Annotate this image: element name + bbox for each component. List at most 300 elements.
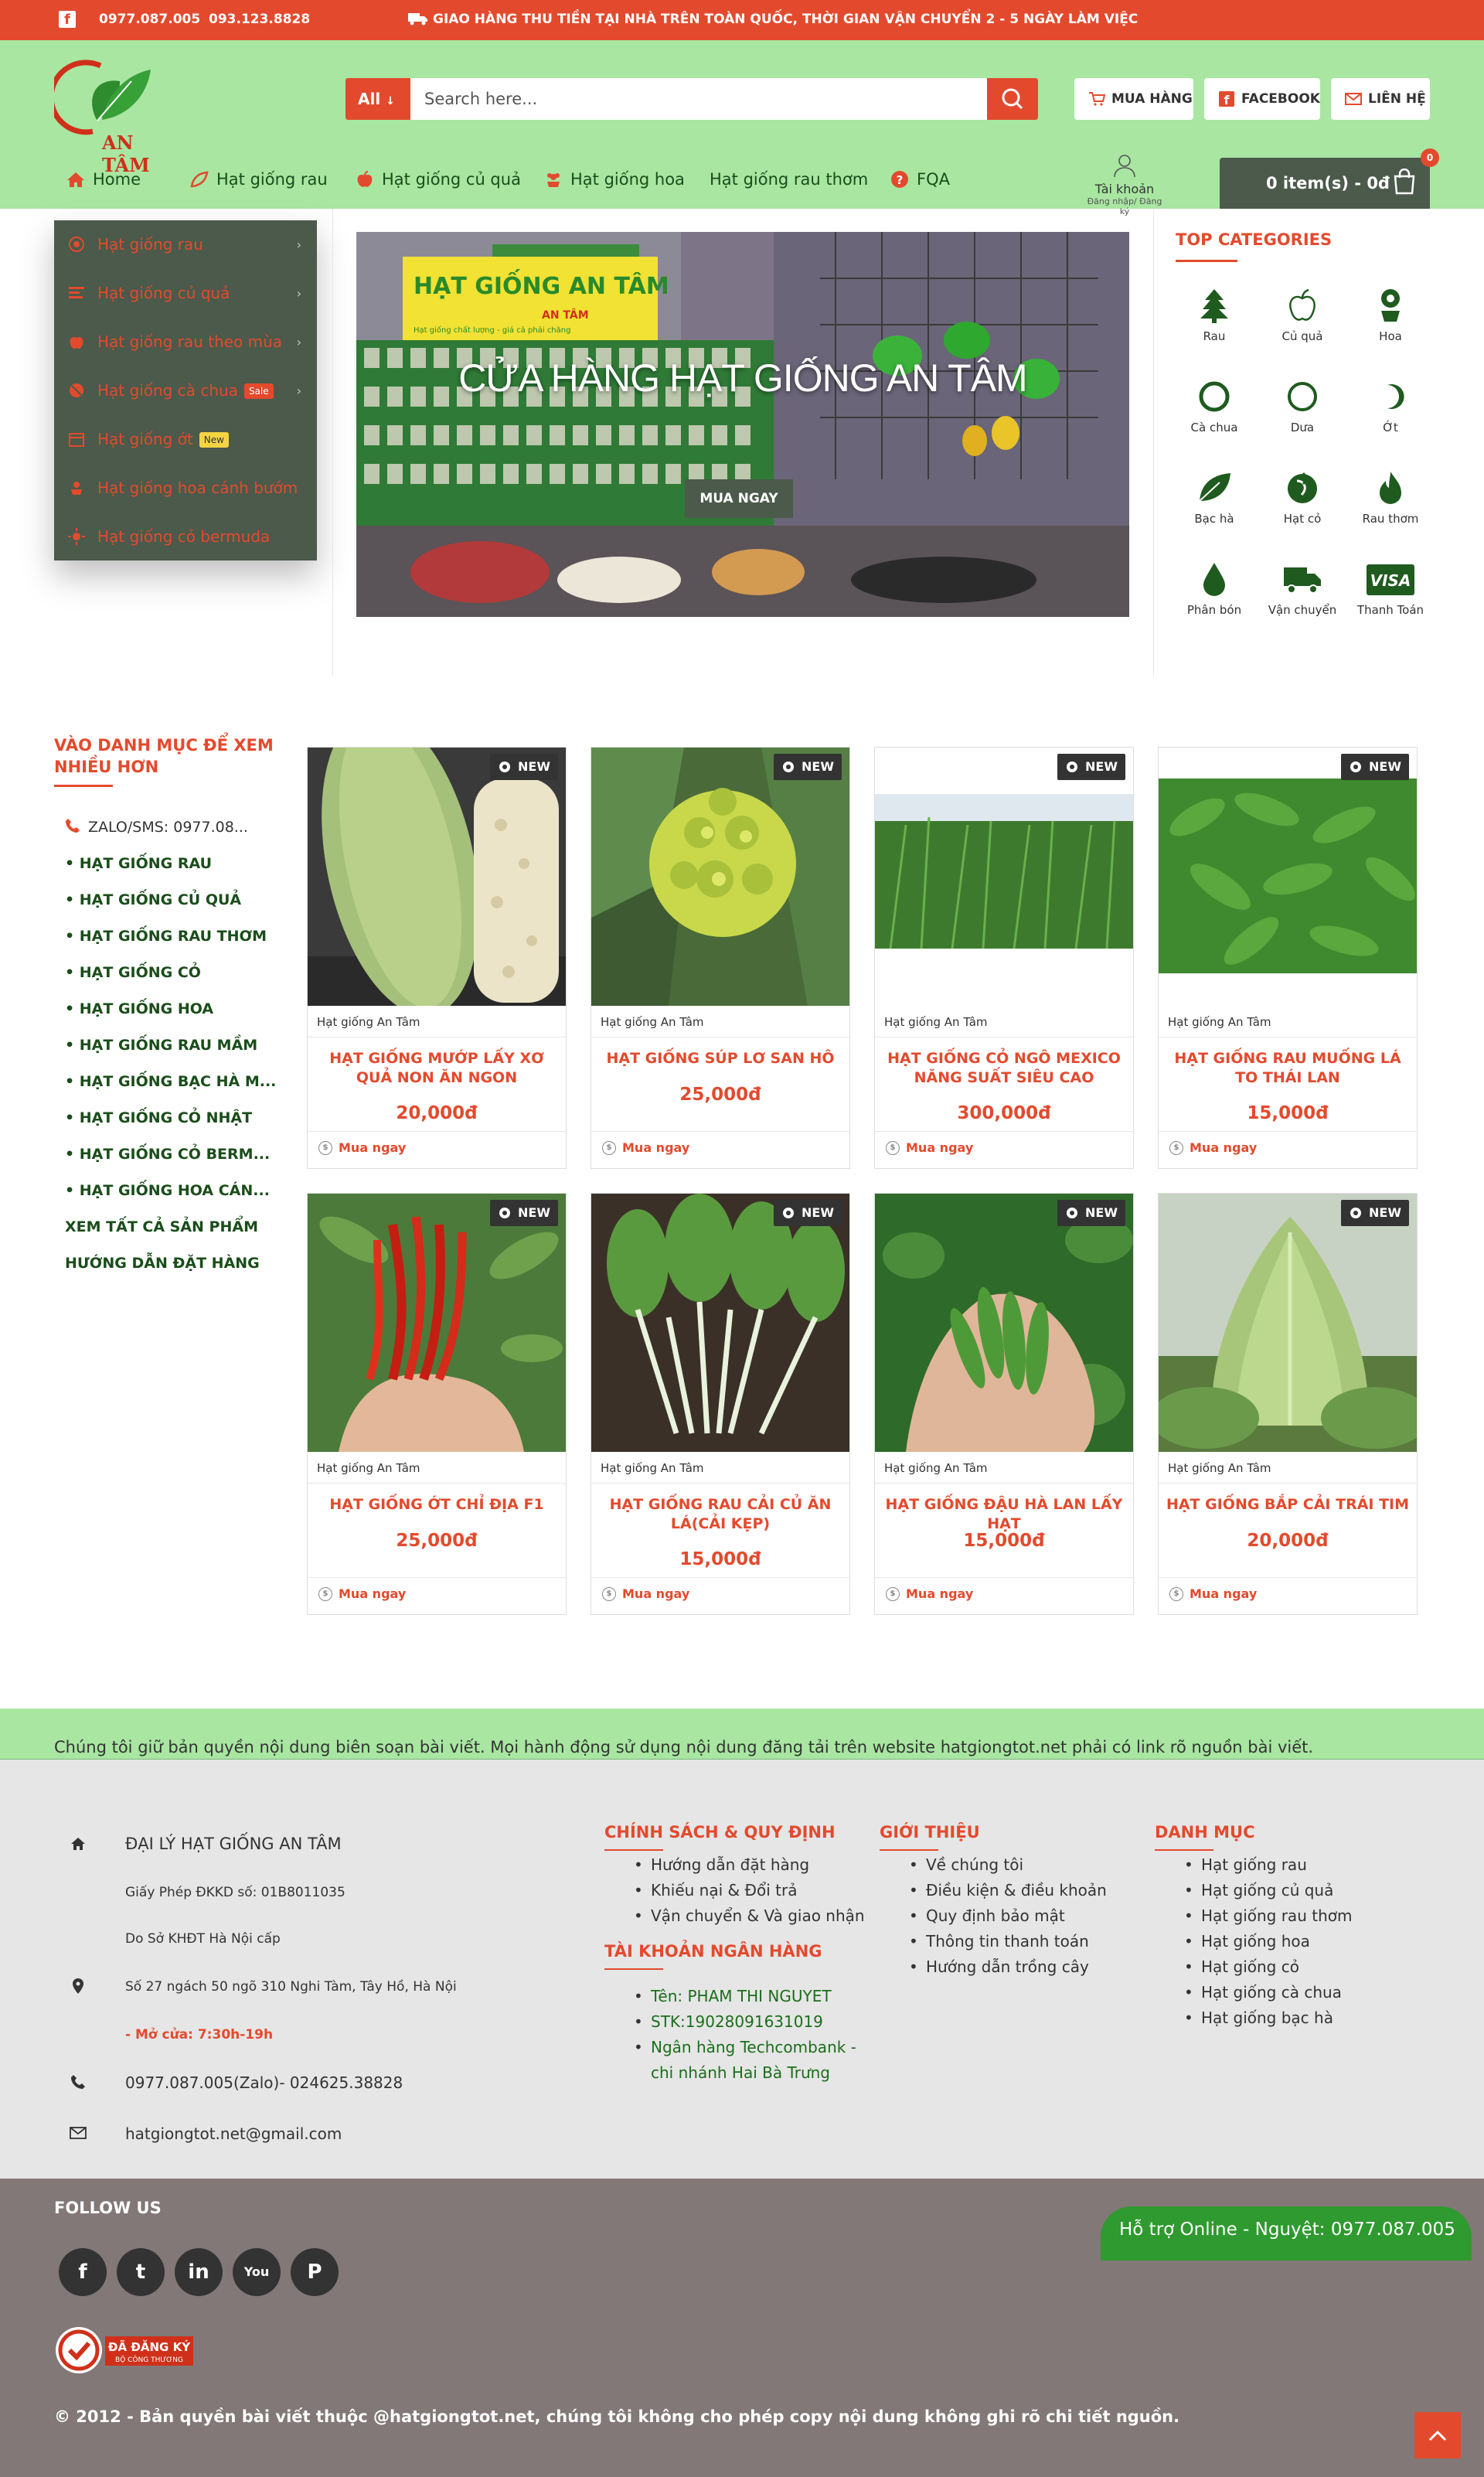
- leaf-icon: [1196, 470, 1232, 506]
- bars-icon: [68, 284, 85, 302]
- flower-icon: [68, 479, 85, 496]
- product-image[interactable]: [591, 1194, 849, 1452]
- calendar-icon: [68, 431, 85, 448]
- pinterest-icon[interactable]: P: [291, 2248, 339, 2296]
- new-badge: [490, 754, 558, 780]
- product-card[interactable]: [307, 1193, 567, 1615]
- slider-title: CỬA HÀNG HẠT GIỐNG AN TÂM: [458, 356, 1027, 400]
- buy-now-link[interactable]: [602, 1140, 689, 1155]
- facebook-icon: [1218, 91, 1235, 107]
- apple-icon: [68, 333, 85, 350]
- top-categories-title: TOP CATEGORIES: [1176, 230, 1333, 249]
- buy-now-link[interactable]: [886, 1586, 973, 1601]
- shipping-text: GIAO HÀNG THU TIỀN TẠI NHÀ TRÊN TOÀN QUỐC, THỜI GIAN VẬN CHUYỂN 2 - 5 NGÀY LÀM VIỆC: [433, 12, 1139, 27]
- nav-label: Hạt giống rau: [216, 170, 328, 189]
- gear-icon: [498, 1206, 512, 1220]
- home-icon: [70, 1835, 87, 1852]
- divider: [308, 1131, 566, 1132]
- product-price: 15,000đ: [1247, 1103, 1329, 1123]
- category-label: Hạt giống rau theo mùa: [97, 332, 283, 351]
- sidebar-link[interactable]: • HẠT GIỐNG CỎ NHẬT: [65, 1109, 253, 1126]
- category-item[interactable]: [54, 513, 317, 561]
- product-card[interactable]: [874, 1193, 1134, 1615]
- chevron-right-icon: ›: [296, 237, 301, 252]
- apple-icon: [356, 171, 374, 188]
- online-support-button[interactable]: [1101, 2206, 1472, 2261]
- category-label: Hạt giống rau: [97, 235, 203, 254]
- target-icon: [68, 236, 85, 253]
- hotline-1[interactable]: 0977.087.005: [99, 12, 201, 27]
- category-label: Hạt giống cà chua: [97, 381, 238, 400]
- top-category-label: Ớt: [1383, 421, 1398, 434]
- logo-leaf-icon: [54, 54, 178, 139]
- divider: [332, 209, 333, 676]
- product-price: 15,000đ: [963, 1531, 1045, 1551]
- buy-now-label: Mua ngay: [906, 1586, 974, 1601]
- category-item[interactable]: [54, 366, 317, 415]
- divider: [1159, 1483, 1417, 1484]
- footer-link[interactable]: • Hạt giống cỏ: [1201, 1954, 1352, 1980]
- top-category-label: Rau: [1203, 329, 1226, 343]
- nav-herb-seeds[interactable]: [710, 170, 868, 189]
- category-label: Hạt giống ớt: [97, 430, 193, 448]
- footer-address: Số 27 ngách 50 ngõ 310 Nghi Tàm, Tây Hồ, Hà Nội: [125, 1979, 457, 1995]
- footer-issuer: Do Sở KHĐT Hà Nội cấp: [125, 1931, 281, 1947]
- top-category-item[interactable]: [1172, 288, 1257, 343]
- bank-branch: • Ngân hàng Techcombank - chi nhánh Hai Bà Trưng: [651, 2035, 883, 2086]
- product-card[interactable]: [874, 747, 1134, 1169]
- product-card[interactable]: [307, 747, 567, 1169]
- sidebar-phone-label: ZALO/SMS: 0977.08...: [88, 819, 248, 836]
- product-name[interactable]: HẠT GIỐNG RAU CẢI CỦ ĂN LÁ(CẢI KẸP): [609, 1496, 832, 1532]
- product-card[interactable]: [1158, 1193, 1418, 1615]
- new-badge: [490, 1200, 558, 1226]
- flower-icon: [544, 171, 563, 188]
- svg-text:?: ?: [896, 173, 904, 187]
- gear-icon: [781, 760, 795, 774]
- site-logo[interactable]: [54, 54, 178, 176]
- cart-label: 0 item(s) - 0đ: [1266, 174, 1390, 193]
- facebook-label: FACEBOOK: [1241, 91, 1320, 107]
- linkedin-icon[interactable]: in: [175, 2248, 223, 2296]
- phone-icon: [70, 2073, 87, 2090]
- user-icon: [1111, 152, 1138, 179]
- new-badge-label: NEW: [1369, 759, 1401, 774]
- shipping-notice: [408, 12, 1138, 27]
- product-card[interactable]: [591, 747, 850, 1169]
- product-card[interactable]: [1158, 747, 1418, 1169]
- top-category-label: Rau thơm: [1362, 512, 1419, 526]
- footer-link[interactable]: • Hạt giống rau: [1201, 1852, 1352, 1878]
- dollar-icon: $: [602, 1141, 616, 1155]
- hero-slider[interactable]: [356, 232, 1129, 617]
- divider: [1159, 1577, 1417, 1578]
- dollar-icon: $: [602, 1587, 616, 1601]
- fire-icon: [1375, 470, 1406, 506]
- product-brand: Hạt giống An Tâm: [884, 1015, 988, 1029]
- top-bar: [0, 0, 1484, 40]
- copyright-text: © 2012 - Bản quyền bài viết thuộc @hatgiongtot.net, chúng tôi không cho phép copy nội dung không ghi rõ chi tiết nguồn.: [54, 2407, 1180, 2426]
- footer-email[interactable]: hatgiongtot.net@gmail.com: [125, 2124, 342, 2143]
- top-category-item[interactable]: [1260, 470, 1345, 526]
- sidebar-link[interactable]: • HẠT GIỐNG RAU THƠM: [65, 928, 267, 945]
- footer-phone[interactable]: 0977.087.005(Zalo)- 024625.38828: [125, 2073, 403, 2092]
- footer-policy-list: [651, 1852, 865, 1929]
- twitter-icon[interactable]: t: [117, 2248, 165, 2296]
- divider: [1159, 1131, 1417, 1132]
- divider: [591, 1131, 849, 1132]
- search-input[interactable]: [410, 78, 982, 120]
- product-image[interactable]: [875, 1194, 1133, 1452]
- nav-label: Hạt giống củ quả: [382, 170, 521, 189]
- buy-now-link[interactable]: [318, 1140, 406, 1155]
- top-category-item[interactable]: [1348, 470, 1433, 526]
- product-brand: Hạt giống An Tâm: [601, 1015, 704, 1029]
- new-badge-label: NEW: [518, 759, 550, 774]
- divider: [591, 1577, 849, 1578]
- footer-category-title: DANH MỤC: [1155, 1823, 1255, 1842]
- store-photo: [356, 232, 1129, 617]
- support-label: Hỗ trợ Online - Nguyệt: 0977.087.005: [1119, 2220, 1455, 2240]
- top-category-label: Phân bón: [1186, 603, 1242, 617]
- buy-now-label: Mua ngay: [622, 1140, 690, 1155]
- leaf-icon: [190, 171, 209, 188]
- apple-outline-icon: [1287, 288, 1318, 323]
- dollar-icon: $: [886, 1587, 900, 1601]
- product-brand: Hạt giống An Tâm: [1168, 1015, 1271, 1029]
- footer-link[interactable]: • Vận chuyển & Và giao nhận: [651, 1903, 865, 1929]
- visa-icon: [1367, 561, 1414, 597]
- buy-now-link[interactable]: [602, 1586, 689, 1601]
- product-name[interactable]: HẠT GIỐNG BẮP CẢI TRÁI TIM: [1166, 1496, 1410, 1513]
- bank-name: • Tên: PHAM THI NGUYET: [651, 1984, 883, 2009]
- dollar-icon: $: [886, 1141, 900, 1155]
- svg-text:f: f: [1224, 93, 1230, 107]
- sun-icon: [68, 528, 85, 545]
- product-price: 20,000đ: [396, 1103, 478, 1123]
- top-category-item[interactable]: [1172, 379, 1257, 434]
- gear-icon: [1065, 760, 1079, 774]
- divider: [591, 1483, 849, 1484]
- footer-about-title: GIỚI THIỆU: [880, 1823, 980, 1842]
- sidebar-link[interactable]: • HẠT GIỐNG HOA: [65, 1000, 214, 1017]
- visa-text: VISA: [1370, 571, 1411, 590]
- footer-category-list: [1201, 1852, 1352, 2031]
- facebook-icon[interactable]: f: [59, 2248, 107, 2296]
- product-price: 300,000đ: [957, 1103, 1051, 1123]
- ban-icon: [68, 382, 85, 399]
- search-category-select[interactable]: [345, 78, 410, 120]
- new-badge-label: NEW: [1369, 1205, 1401, 1220]
- top-category-label: Bạc hà: [1194, 512, 1234, 526]
- category-label: Hạt giống củ quả: [97, 284, 230, 302]
- sidebar-link[interactable]: • HẠT GIỐNG CỎ BERM...: [65, 1146, 271, 1163]
- footer-link[interactable]: • Hạt giống củ quả: [1201, 1878, 1352, 1903]
- cart-count-badge: 0: [1421, 148, 1439, 167]
- new-badge: [774, 754, 842, 780]
- registered-badge[interactable]: [54, 2325, 195, 2375]
- footer-link[interactable]: • Quy định bảo mật: [926, 1903, 1107, 1929]
- footer-link[interactable]: • Khiếu nại & Đổi trả: [651, 1878, 865, 1903]
- top-category-item[interactable]: [1260, 288, 1345, 343]
- cart-button[interactable]: [1220, 152, 1434, 209]
- mail-icon: [70, 2124, 87, 2141]
- title-underline: [54, 785, 113, 787]
- footer-company: ĐẠI LÝ HẠT GIỐNG AN TÂM: [125, 1835, 342, 1853]
- sidebar-link[interactable]: • HẠT GIỐNG CỎ: [65, 964, 201, 981]
- footer-link[interactable]: • Hướng dẫn đặt hàng: [651, 1852, 865, 1878]
- title-underline: [604, 1968, 663, 1970]
- chevron-up-icon: [1414, 2412, 1461, 2458]
- sidebar-link[interactable]: XEM TẤT CẢ SẢN PHẨM: [65, 1218, 258, 1235]
- gear-icon: [498, 760, 512, 774]
- chevron-down-icon: ↓: [386, 95, 395, 107]
- copyright-banner-text: Chúng tôi giữ bản quyền nội dung biên soạn bài viết. Mọi hành động sử dụng nội dung đăng tải trên website hatgiongtot.net phải có link rõ nguồn bài viết.: [54, 1738, 1314, 1756]
- chevron-right-icon: ›: [296, 383, 301, 398]
- footer: [0, 1760, 1484, 2179]
- footer-link[interactable]: • Hạt giống rau thơm: [1201, 1903, 1352, 1929]
- product-name[interactable]: HẠT GIỐNG ỚT CHỈ ĐỊA F1: [329, 1496, 544, 1513]
- footer-link[interactable]: • Hạt giống hoa: [1201, 1929, 1352, 1954]
- reg-line-1: ĐÃ ĐĂNG KÝ: [107, 2340, 191, 2354]
- footer-bank-title: TÀI KHOẢN NGÂN HÀNG: [604, 1942, 822, 1961]
- chevron-right-icon: ›: [296, 286, 301, 301]
- sidebar-link[interactable]: • HẠT GIỐNG RAU MẦM: [65, 1037, 258, 1054]
- sidebar-link[interactable]: • HẠT GIỐNG HOA CÁN...: [65, 1182, 270, 1199]
- search-icon: [987, 78, 1038, 120]
- product-name[interactable]: HẠT GIỐNG SÚP LƠ SAN HÔ: [606, 1050, 835, 1067]
- product-price: 25,000đ: [679, 1085, 761, 1105]
- divider: [875, 1483, 1133, 1484]
- top-category-item[interactable]: [1348, 288, 1433, 343]
- header: [0, 40, 1484, 216]
- cart-outline-icon: [1088, 91, 1105, 107]
- buy-label: MUA HÀNG: [1111, 91, 1193, 107]
- buy-now-link[interactable]: [1169, 1586, 1257, 1601]
- buy-now-label: Mua ngay: [1190, 1586, 1258, 1601]
- copyright-banner: [0, 1709, 1484, 1760]
- buy-now-link[interactable]: [886, 1140, 973, 1155]
- question-icon: [890, 171, 909, 188]
- contact-button[interactable]: [1331, 78, 1430, 120]
- product-card[interactable]: [591, 1193, 850, 1615]
- title-underline: [880, 1849, 938, 1851]
- moon-icon: [1375, 379, 1406, 414]
- nav-faq[interactable]: [890, 170, 950, 189]
- account-sub: Đăng nhập/ Đăng ký: [1087, 196, 1162, 216]
- new-badge-label: NEW: [1085, 1205, 1118, 1220]
- nav-home[interactable]: [66, 170, 141, 189]
- buy-now-link[interactable]: [1169, 1140, 1257, 1155]
- sidebar-link[interactable]: • HẠT GIỐNG CỦ QUẢ: [65, 891, 242, 908]
- circle-icon: [1199, 379, 1230, 414]
- gear-icon: [1065, 1206, 1079, 1220]
- nav-vegetable-seeds[interactable]: [190, 170, 328, 189]
- tree-icon: [1199, 288, 1230, 323]
- top-category-label: Củ quả: [1281, 329, 1323, 343]
- truck-icon: [408, 12, 428, 26]
- title-underline: [1155, 1849, 1213, 1851]
- truck-icon: [1282, 561, 1322, 597]
- product-price: 15,000đ: [679, 1549, 761, 1569]
- new-badge: [774, 1200, 842, 1226]
- new-badge-label: NEW: [802, 1205, 834, 1220]
- map-pin-icon: [70, 1978, 87, 1995]
- product-brand: Hạt giống An Tâm: [1168, 1461, 1271, 1475]
- slider-buy-button[interactable]: MUA NGAY: [685, 479, 793, 518]
- footer-policy-title: CHÍNH SÁCH & QUY ĐỊNH: [604, 1823, 836, 1842]
- top-category-item[interactable]: [1348, 561, 1433, 617]
- category-item[interactable]: [54, 220, 317, 269]
- account-label: Tài khoản: [1094, 182, 1155, 196]
- youtube-icon[interactable]: You: [233, 2248, 281, 2296]
- divider: [875, 1577, 1133, 1578]
- new-badge-label: NEW: [518, 1205, 550, 1220]
- category-item[interactable]: [54, 318, 317, 366]
- hotline-2[interactable]: 093.123.8828: [209, 12, 311, 27]
- footer-link[interactable]: • Hạt giống cà chua: [1201, 1980, 1352, 2005]
- gear-icon: [781, 1206, 795, 1220]
- product-brand: Hạt giống An Tâm: [317, 1015, 420, 1029]
- buy-now-label: Mua ngay: [1190, 1140, 1258, 1155]
- gear-icon: [1349, 760, 1363, 774]
- footer-bank-list: [651, 1984, 883, 2086]
- sidebar-phone[interactable]: [65, 818, 248, 836]
- buy-now-label: Mua ngay: [622, 1586, 690, 1601]
- buy-now-link[interactable]: [318, 1586, 406, 1601]
- product-name[interactable]: HẠT GIỐNG ĐẬU HÀ LAN LẤY HẠT: [885, 1496, 1123, 1532]
- drop-icon: [1199, 561, 1230, 597]
- search-category-label: All: [358, 90, 381, 108]
- nav-label: Hạt giống hoa: [570, 170, 685, 189]
- top-category-item[interactable]: [1172, 561, 1257, 617]
- top-category-label: Hạt cỏ: [1283, 512, 1322, 526]
- nav-label: Hạt giống rau thơm: [710, 170, 869, 189]
- mail-icon: [1345, 91, 1362, 107]
- sign-line-1: HẠT GIỐNG AN TÂM: [414, 273, 669, 300]
- nav-label: Home: [93, 170, 141, 189]
- divider: [308, 1483, 566, 1484]
- title-underline: [1176, 260, 1237, 262]
- chevron-right-icon: ›: [296, 335, 301, 349]
- sale-badge: Sale: [244, 383, 274, 399]
- footer-link[interactable]: • Về chúng tôi: [926, 1852, 1107, 1878]
- shopping-bag-icon: [1393, 169, 1416, 195]
- top-category-item[interactable]: [1260, 561, 1345, 617]
- dollar-icon: $: [1169, 1141, 1183, 1155]
- product-name[interactable]: HẠT GIỐNG MƯỚP LẤY XƠ QUẢ NON ĂN NGON: [329, 1050, 544, 1086]
- product-brand: Hạt giống An Tâm: [601, 1461, 704, 1475]
- new-badge-label: NEW: [802, 759, 834, 774]
- facebook-button[interactable]: [1204, 78, 1320, 120]
- category-item[interactable]: [54, 415, 317, 464]
- product-image[interactable]: [308, 748, 566, 1006]
- flower-icon: [1375, 288, 1406, 323]
- product-image[interactable]: [875, 748, 1133, 1006]
- footer-link[interactable]: • Thông tin thanh toán: [926, 1929, 1107, 1954]
- top-category-label: Vận chuyển: [1268, 603, 1337, 617]
- top-category-label: Cà chua: [1190, 421, 1238, 434]
- seed-icon: [1285, 470, 1320, 506]
- new-badge: New: [199, 432, 229, 448]
- top-category-item[interactable]: [1348, 379, 1433, 434]
- dollar-icon: $: [1169, 1587, 1183, 1601]
- footer-link[interactable]: • Hướng dẫn trồng cây: [926, 1954, 1107, 1980]
- circle-icon: [1287, 379, 1318, 414]
- nav-label: FQA: [917, 170, 950, 189]
- category-item[interactable]: [54, 464, 317, 513]
- product-brand: Hạt giống An Tâm: [884, 1461, 988, 1475]
- footer-link[interactable]: • Điều kiện & điều khoản: [926, 1878, 1107, 1903]
- product-image[interactable]: [1159, 1194, 1417, 1452]
- category-label: Hạt giống cỏ bermuda: [97, 527, 271, 546]
- new-badge: [1057, 754, 1125, 780]
- category-menu: [54, 220, 317, 560]
- category-item[interactable]: [54, 269, 317, 318]
- sign-line-2: AN TÂM: [542, 309, 589, 322]
- sidebar-title: VÀO DANH MỤC ĐỂ XEM NHIỀU HƠN: [54, 736, 274, 776]
- top-category-item[interactable]: [1172, 470, 1257, 526]
- sidebar-link[interactable]: HƯỚNG DẪN ĐẶT HÀNG: [65, 1255, 260, 1272]
- phone-icon: [65, 818, 80, 833]
- buy-now-label: Mua ngay: [339, 1586, 407, 1601]
- sign-line-3: Hạt giống chất lượng - giá cả phải chăng: [414, 326, 571, 335]
- buy-now-label: Mua ngay: [906, 1140, 974, 1155]
- product-image[interactable]: [591, 748, 849, 1006]
- home-icon: [66, 171, 85, 188]
- product-image[interactable]: [1159, 748, 1417, 1006]
- top-category-label: Dưa: [1290, 421, 1315, 434]
- product-name[interactable]: HẠT GIỐNG CỎ NGÔ MEXICO NĂNG SUẤT SIÊU CAO: [887, 1050, 1121, 1086]
- divider: [308, 1577, 566, 1578]
- logo-text: AN TÂM: [102, 131, 150, 176]
- back-to-top-button[interactable]: [1414, 2412, 1461, 2458]
- footer-about-list: [926, 1852, 1107, 1980]
- search-button[interactable]: [987, 78, 1038, 120]
- search-bar: [345, 78, 1038, 120]
- account-link[interactable]: [1082, 152, 1167, 216]
- new-badge: [1341, 754, 1409, 780]
- sidebar-link[interactable]: • HẠT GIỐNG RAU: [65, 855, 213, 872]
- product-name[interactable]: HẠT GIỐNG RAU MUỐNG LÁ TO THÁI LAN: [1174, 1050, 1401, 1086]
- footer-license: Giấy Phép ĐKKD số: 01B8011035: [125, 1885, 345, 1900]
- top-category-label: Hoa: [1379, 329, 1402, 343]
- divider: [1153, 209, 1154, 676]
- product-image[interactable]: [308, 1194, 566, 1452]
- footer-hours: - Mở cửa: 7:30h-19h: [125, 2027, 274, 2043]
- product-price: 20,000đ: [1247, 1531, 1329, 1551]
- category-label: Hạt giống hoa cánh bướm: [97, 479, 298, 497]
- new-badge: [1057, 1200, 1125, 1226]
- top-category-item[interactable]: [1260, 379, 1345, 434]
- divider: [875, 1131, 1133, 1132]
- bank-account: • STK:19028091631019: [651, 2009, 883, 2035]
- new-badge: [1341, 1200, 1409, 1226]
- follow-title: FOLLOW US: [54, 2199, 162, 2217]
- contact-label: LIÊN HỆ: [1368, 91, 1426, 107]
- top-category-label: Thanh Toán: [1356, 603, 1424, 617]
- dollar-icon: $: [318, 1141, 332, 1155]
- buy-button[interactable]: [1074, 78, 1193, 120]
- sidebar-link[interactable]: • HẠT GIỐNG BẠC HÀ M...: [65, 1073, 277, 1090]
- nav-flower-seeds[interactable]: [544, 170, 685, 189]
- nav-fruit-seeds[interactable]: [356, 170, 521, 189]
- product-brand: Hạt giống An Tâm: [317, 1461, 420, 1475]
- footer-link[interactable]: • Hạt giống bạc hà: [1201, 2005, 1352, 2031]
- dollar-icon: $: [318, 1587, 332, 1601]
- new-badge-label: NEW: [1085, 759, 1118, 774]
- facebook-icon[interactable]: f: [59, 11, 76, 28]
